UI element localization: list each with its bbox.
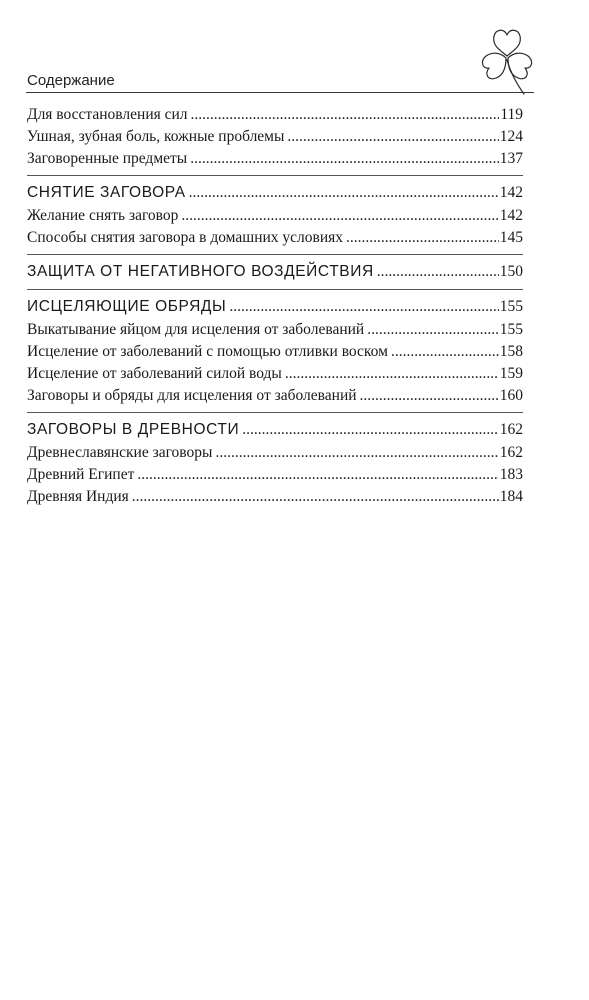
- section-divider: [27, 412, 523, 413]
- entry-title: Желание снять заговор: [27, 207, 179, 224]
- entry-title: Заговоренные предметы: [27, 150, 188, 167]
- toc-entry[interactable]: [27, 148, 523, 170]
- entry-title: Для восстановления сил: [27, 106, 188, 123]
- toc-entry[interactable]: [27, 319, 523, 341]
- dot-leader: [377, 260, 499, 284]
- dot-leader: [242, 418, 499, 442]
- dot-leader: [346, 227, 499, 249]
- toc-section-heading[interactable]: [27, 260, 523, 284]
- section-title: ИСЦЕЛЯЮЩИЕ ОБРЯДЫ: [27, 298, 227, 315]
- running-header: Содержание: [27, 72, 115, 89]
- toc-entry[interactable]: [27, 126, 523, 148]
- entry-title: Исцеление от заболеваний силой воды: [27, 365, 282, 382]
- toc-entry[interactable]: [27, 205, 523, 227]
- section-divider: [27, 289, 523, 290]
- entry-page-number: 184: [499, 488, 523, 505]
- entry-page-number: 158: [499, 343, 523, 360]
- dot-leader: [189, 181, 499, 205]
- dot-leader: [367, 319, 499, 341]
- toc-entry[interactable]: [27, 464, 523, 486]
- entry-page-number: 162: [499, 444, 523, 461]
- toc-entry[interactable]: [27, 363, 523, 385]
- section-divider: [27, 175, 523, 176]
- dot-leader: [190, 148, 499, 170]
- entry-page-number: 119: [500, 106, 523, 123]
- toc-section-heading[interactable]: [27, 181, 523, 205]
- section-divider: [27, 254, 523, 255]
- entry-page-number: 183: [499, 466, 523, 483]
- entry-title: Выкатывание яйцом для исцеления от заболеваний: [27, 321, 365, 338]
- toc-entry[interactable]: [27, 442, 523, 464]
- entry-page-number: 155: [499, 321, 523, 338]
- toc-section-heading[interactable]: [27, 418, 523, 442]
- section-page-number: 150: [499, 263, 523, 280]
- dot-leader: [137, 464, 498, 486]
- dot-leader: [132, 486, 499, 508]
- section-page-number: 142: [499, 184, 523, 201]
- toc-entry[interactable]: [27, 385, 523, 407]
- entry-page-number: 142: [499, 207, 523, 224]
- toc-entry[interactable]: [27, 227, 523, 249]
- section-page-number: 155: [499, 298, 523, 315]
- dot-leader: [181, 205, 498, 227]
- entry-page-number: 160: [499, 387, 523, 404]
- toc-section-heading[interactable]: [27, 295, 523, 319]
- dot-leader: [191, 104, 500, 126]
- dot-leader: [229, 295, 498, 319]
- dot-leader: [391, 341, 499, 363]
- header-divider: [26, 92, 534, 93]
- dot-leader: [360, 385, 499, 407]
- entry-page-number: 137: [499, 150, 523, 167]
- toc-entry[interactable]: [27, 486, 523, 508]
- entry-title: Исцеление от заболеваний с помощью отливки воском: [27, 343, 388, 360]
- clover-icon: [474, 20, 540, 96]
- toc-entry[interactable]: [27, 104, 523, 126]
- section-title: ЗАЩИТА ОТ НЕГАТИВНОГО ВОЗДЕЙСТВИЯ: [27, 263, 374, 280]
- dot-leader: [215, 442, 498, 464]
- section-page-number: 162: [499, 421, 523, 438]
- entry-page-number: 145: [499, 229, 523, 246]
- dot-leader: [285, 363, 499, 385]
- entry-title: Древний Египет: [27, 466, 135, 483]
- entry-page-number: 124: [499, 128, 523, 145]
- section-title: ЗАГОВОРЫ В ДРЕВНОСТИ: [27, 421, 240, 438]
- entry-title: Способы снятия заговора в домашних условиях: [27, 229, 344, 246]
- entry-title: Заговоры и обряды для исцеления от заболеваний: [27, 387, 357, 404]
- dot-leader: [287, 126, 498, 148]
- entry-page-number: 159: [499, 365, 523, 382]
- entry-title: Древнеславянские заговоры: [27, 444, 213, 461]
- section-title: СНЯТИЕ ЗАГОВОРА: [27, 184, 186, 201]
- toc-entry[interactable]: [27, 341, 523, 363]
- entry-title: Ушная, зубная боль, кожные проблемы: [27, 128, 285, 145]
- entry-title: Древняя Индия: [27, 488, 129, 505]
- table-of-contents: [27, 104, 523, 508]
